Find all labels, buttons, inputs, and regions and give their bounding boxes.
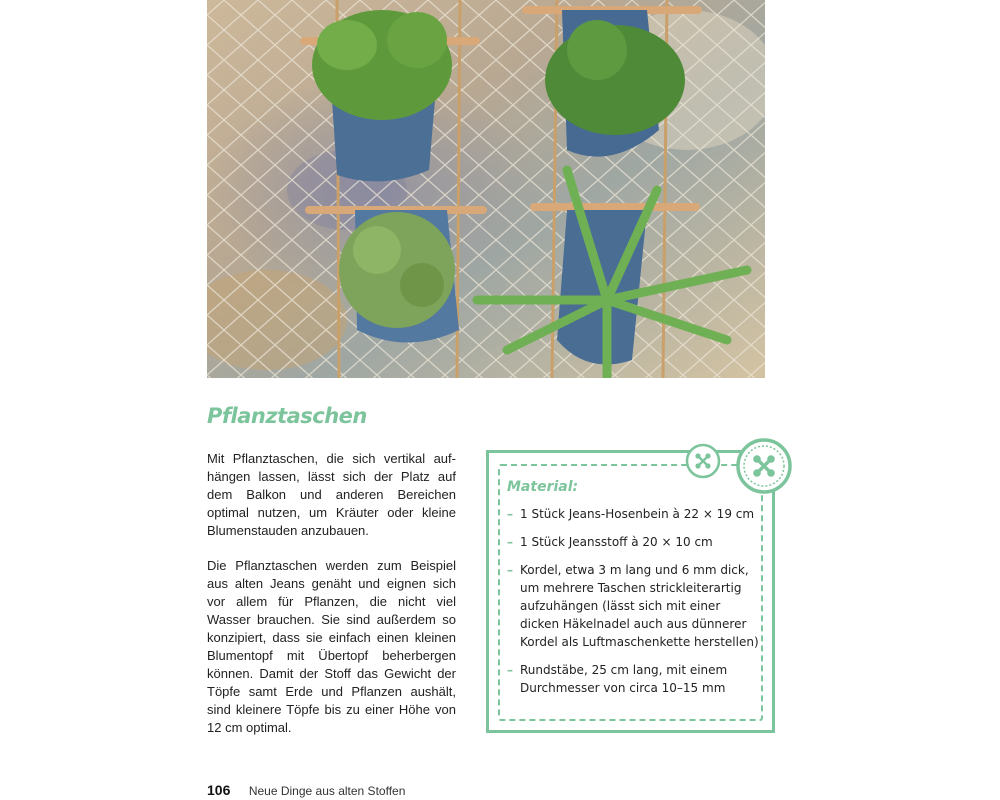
section-title: Pflanztaschen — [207, 404, 367, 428]
page-number: 106 — [207, 782, 231, 798]
material-list — [507, 505, 762, 697]
material-item: – Kordel, etwa 3 m lang und 6 mm dick, um mehrere Taschen strickleiterartig aufzuhängen (lässt sich mit einer dicken Häkelnadel auch aus dünnerer Kordel als Luftmaschenkette herstellen) — [507, 561, 762, 651]
button-icon — [685, 443, 721, 479]
material-item: – Rundstäbe, 25 cm lang, mit einem Durchmesser von circa 10–15 mm — [507, 661, 762, 697]
hanging-plant-pockets-photo — [207, 0, 765, 378]
button-icon — [735, 437, 793, 495]
book-title: Neue Dinge aus alten Stoffen — [248, 784, 406, 798]
material-title: Material: — [507, 479, 579, 495]
material-item: – 1 Stück Jeans-Hosenbein à 22 × 19 cm — [507, 505, 762, 523]
paragraph-intro: Mit Pflanztaschen, die sich vertikal aufhängen lassen, lässt sich der Platz auf dem Balkon und anderen Bereichen optimal nutzen, um Kräuter oder kleine Blumenstauden anzubauen. — [207, 451, 456, 538]
body-text — [207, 450, 456, 737]
page-footer — [207, 782, 405, 800]
paragraph-details: Die Pflanztaschen werden zum Beispiel aus alten Jeans genäht und eignen sich vor allem für Pflanzen, die nicht viel Wasser brauchen. Sie sind außerdem so konzipiert, dass sie einfach einen kleinen Blumentopf mit Übertopf beherbergen können. Damit der Stoff das Gewicht der Töpfe samt Erde und Pflanzen aushält, sind kleinere Töpfe bis zu einer Höhe von 12 cm optimal. — [207, 558, 456, 735]
material-box — [486, 450, 775, 733]
material-item: – 1 Stück Jeansstoff à 20 × 10 cm — [507, 533, 762, 551]
